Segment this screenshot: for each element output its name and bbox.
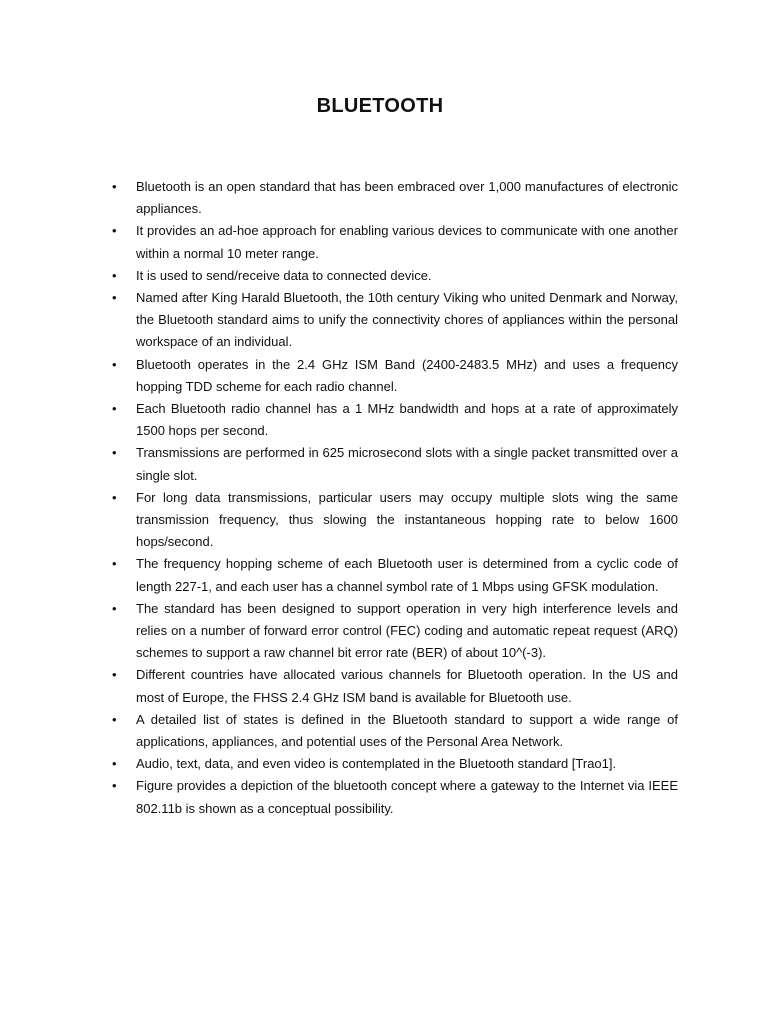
bullet-item [110,553,678,597]
bullet-item [110,287,678,354]
bullet-text: Transmissions are performed in 625 microsecond slots with a single packet transmitted over a single slot. [136,445,678,483]
bullet-item [110,709,678,753]
bullet-icon: • [112,267,117,283]
bullet-item [110,598,678,665]
bullet-icon: • [112,711,117,727]
bullet-icon: • [112,756,117,772]
bullet-text: Audio, text, data, and even video is contemplated in the Bluetooth standard [Trao1]. [136,756,617,772]
bullet-item [110,398,678,442]
bullet-text: Figure provides a depiction of the bluetooth concept where a gateway to the Internet via IEEE 802.11b is shown as a conceptual possibility. [136,778,678,816]
bullet-item [110,220,678,264]
bullet-item [110,176,678,220]
bullet-text: Named after King Harald Bluetooth, the 10th century Viking who united Denmark and Norway, the Bluetooth standard aims to unify the connectivity chores of appliances within the personal workspace of an individual. [136,290,678,350]
bullet-text: The frequency hopping scheme of each Bluetooth user is determined from a cyclic code of length 227-1, and each user has a channel symbol rate of 1 Mbps using GFSK modulation. [136,556,678,594]
bullet-icon: • [112,356,117,372]
bullet-item [110,442,678,486]
bullet-icon: • [112,401,117,417]
bullet-text: A detailed list of states is defined in the Bluetooth standard to support a wide range of applications, appliances, and potential uses of the Personal Area Network. [136,711,678,750]
bullet-icon: • [112,778,117,794]
bullet-text: Different countries have allocated various channels for Bluetooth operation. In the US and most of Europe, the FHSS 2.4 GHz ISM band is available for Bluetooth use. [136,667,678,705]
bullet-item [110,664,678,708]
bullet-text: Bluetooth operates in the 2.4 GHz ISM Band (2400-2483.5 MHz) and uses a frequency hopping TDD scheme for each radio channel. [136,356,678,394]
bullet-item [110,753,678,775]
bullet-icon: • [112,556,117,572]
bullet-text: For long data transmissions, particular users may occupy multiple slots wing the same transmission frequency, thus slowing the instantaneous hopping rate to below 1600 hops/second. [136,489,678,550]
bullet-icon: • [112,290,117,306]
bullet-text: The standard has been designed to support operation in very high interference levels and relies on a number of forward error control (FEC) coding and automatic repeat request (ARQ) schemes to support a raw channel bit error rate (BER) of about 10^(-3). [136,600,678,661]
bullet-icon: • [112,489,117,505]
bullet-icon: • [112,600,117,616]
bullet-icon: • [112,445,117,461]
bullet-icon: • [112,223,117,239]
bullet-text: It provides an ad-hoe approach for enabling various devices to communicate with one another within a normal 10 meter range. [136,223,678,261]
bullet-icon: • [112,667,117,683]
bullet-text: Each Bluetooth radio channel has a 1 MHz bandwidth and hops at a rate of approximately 1500 hops per second. [136,401,678,439]
bullet-list [110,176,678,820]
bullet-text: It is used to send/receive data to connected device. [136,267,432,283]
document-title: BLUETOOTH [316,95,444,117]
bullet-icon: • [112,179,117,194]
bullet-text: Bluetooth is an open standard that has been embraced over 1,000 manufactures of electronic appliances. [136,179,678,217]
bullet-item [110,265,678,287]
bullet-item [110,775,678,819]
bullet-item [110,487,678,554]
bullet-item [110,354,678,398]
